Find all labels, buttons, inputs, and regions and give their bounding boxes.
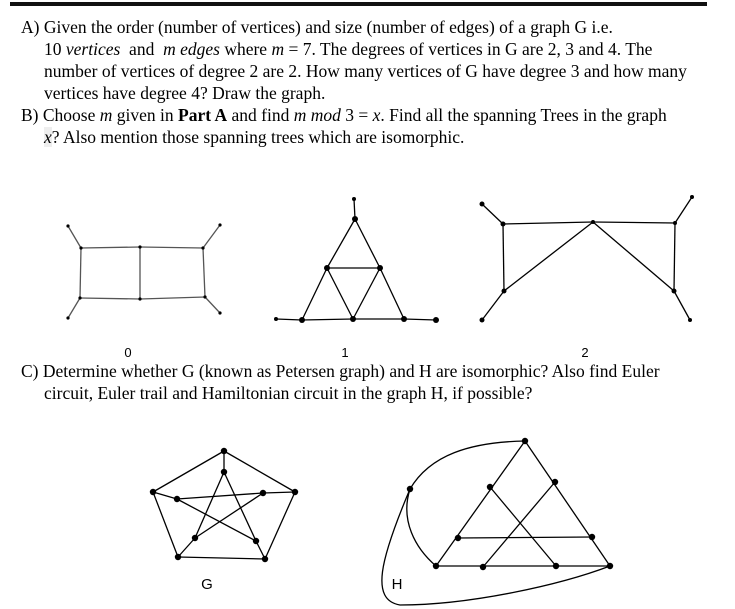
graph-label-0: 0	[124, 345, 132, 360]
graph-g-edge	[178, 557, 265, 559]
graph-0-vertex	[203, 295, 206, 298]
graph-h-edge	[483, 482, 555, 567]
graph-2-vertex	[480, 202, 485, 207]
graph-label-1: 1	[341, 345, 349, 360]
graph-2-edge	[674, 223, 675, 291]
graph-h-vertex	[553, 563, 559, 569]
graph-h-curved-edge	[382, 489, 610, 605]
graph-0-vertex	[218, 311, 221, 314]
graph-0-edge	[81, 247, 140, 248]
graph-g-edge	[263, 492, 295, 493]
graph-h-vertex	[407, 486, 413, 492]
graph-2-vertex	[690, 195, 694, 199]
graph-g-vertex	[253, 538, 259, 544]
graph-h-vertex	[607, 563, 613, 569]
graph-label-2: 2	[581, 345, 589, 360]
graph-1-edge	[302, 268, 327, 320]
graph-0-edge	[80, 298, 140, 299]
graph-h-edge	[436, 441, 525, 566]
graph-1-edge	[302, 319, 353, 320]
part-a-line-4: vertices have degree 4? Draw the graph.	[44, 83, 326, 103]
graph-2-vertex	[501, 222, 506, 227]
graph-2-vertex	[502, 289, 507, 294]
graph-0-edge	[140, 247, 203, 248]
graph-1-edge	[404, 319, 436, 320]
graph-1-vertex	[377, 265, 383, 271]
graph-0-edge	[68, 298, 80, 318]
graph-0-edge	[203, 248, 205, 297]
graph-2-edge	[482, 291, 504, 320]
graph-0-vertex	[138, 245, 141, 248]
graph-g-edge	[153, 492, 177, 499]
graph-1-vertex	[324, 265, 330, 271]
graph-0-vertex	[218, 223, 221, 226]
graph-1-edge	[276, 319, 302, 320]
graph-0-vertex	[201, 246, 204, 249]
graph-1-edge	[353, 268, 380, 319]
part-a-line-3: number of vertices of degree 2 are 2. How many vertices of G have degree 3 and how many	[44, 61, 687, 81]
graph-h-vertex	[522, 438, 528, 444]
graph-h-vertex	[589, 534, 595, 540]
graph-2-vertex	[480, 318, 485, 323]
graph-1-edge	[327, 219, 355, 268]
graph-g-edge	[265, 492, 295, 559]
part-c-line-2: circuit, Euler trail and Hamiltonian circuit in the graph H, if possible?	[44, 383, 533, 403]
graph-g-vertex	[221, 448, 227, 454]
part-c-line-1: C) Determine whether G (known as Petersen graph) and H are isomorphic? Also find Euler	[21, 361, 660, 381]
graph-1-edge	[380, 268, 404, 319]
graph-1-vertex	[274, 317, 278, 321]
part-b-line-1: B) Choose m given in Part A and find m mod 3 = x. Find all the spanning Trees in the graph	[21, 105, 667, 125]
graph-h-vertex	[552, 479, 558, 485]
graph-0-vertex	[138, 297, 141, 300]
graph-g-vertex	[221, 469, 227, 475]
graph-h-edge	[490, 487, 556, 566]
graph-2-edge	[503, 224, 504, 291]
graph-g-edge	[224, 451, 295, 492]
graph-0-edge	[203, 225, 220, 248]
graph-1-vertex	[401, 316, 407, 322]
graph-2-edge	[593, 222, 674, 291]
graph-g-edge	[153, 492, 178, 557]
graph-0-vertex	[66, 224, 69, 227]
graph-2-edge	[482, 204, 503, 224]
graph-1-vertex	[352, 216, 358, 222]
graph-2-vertex	[672, 289, 677, 294]
graph-2-edge	[503, 222, 593, 224]
graph-1-edge	[355, 219, 380, 268]
graph-h-vertex	[433, 563, 439, 569]
graph-1-vertex	[299, 317, 305, 323]
graph-g-label: G	[201, 576, 213, 593]
graph-2-vertex	[688, 318, 692, 322]
graph-g-vertex	[262, 556, 268, 562]
graph-h-vertex	[480, 564, 486, 570]
graph-g-edge	[153, 451, 224, 492]
graph-0-vertex	[66, 316, 69, 319]
graph-g-vertex	[292, 489, 298, 495]
graph-h-vertex	[455, 535, 461, 541]
graph-2-vertex	[673, 221, 677, 225]
graph-g-vertex	[175, 554, 181, 560]
part-a-line-1: A) Given the order (number of vertices) and size (number of edges) of a graph G i.e.	[21, 17, 613, 37]
graph-h-edge	[525, 441, 610, 566]
graph-2-vertex	[591, 220, 595, 224]
graph-h-edge	[458, 537, 592, 538]
graph-h-vertex	[487, 484, 493, 490]
graph-2-edge	[593, 222, 675, 223]
graph-0-edge	[205, 297, 220, 313]
graph-0-vertex	[79, 246, 82, 249]
graph-0-edge	[80, 248, 81, 298]
graph-0-vertex	[78, 296, 81, 299]
graph-g-vertex	[192, 535, 198, 541]
graph-g-edge	[178, 538, 195, 557]
graph-g-edge	[224, 472, 256, 541]
graph-2-edge	[504, 222, 593, 291]
graph-0-edge	[68, 226, 81, 248]
graph-g-vertex	[260, 490, 266, 496]
graph-h-label: H	[391, 576, 403, 593]
part-a-line-2: 10 vertices and m edges where m = 7. The degrees of vertices in G are 2, 3 and 4. The	[44, 39, 653, 59]
part-b-line-2: x? Also mention those spanning trees which are isomorphic.	[44, 127, 465, 147]
graph-2-edge	[675, 197, 692, 223]
graph-h-curved-edge	[407, 489, 436, 566]
graph-g-vertex	[150, 489, 156, 495]
graph-g-vertex	[174, 496, 180, 502]
graph-0-edge	[140, 297, 205, 299]
graph-g-edge	[177, 493, 263, 499]
graph-1-vertex	[433, 317, 439, 323]
graph-2-edge	[674, 291, 690, 320]
graph-1-vertex	[352, 197, 356, 201]
graph-1-vertex	[350, 316, 356, 322]
graph-1-edge	[354, 199, 355, 219]
graph-1-edge	[327, 268, 353, 319]
